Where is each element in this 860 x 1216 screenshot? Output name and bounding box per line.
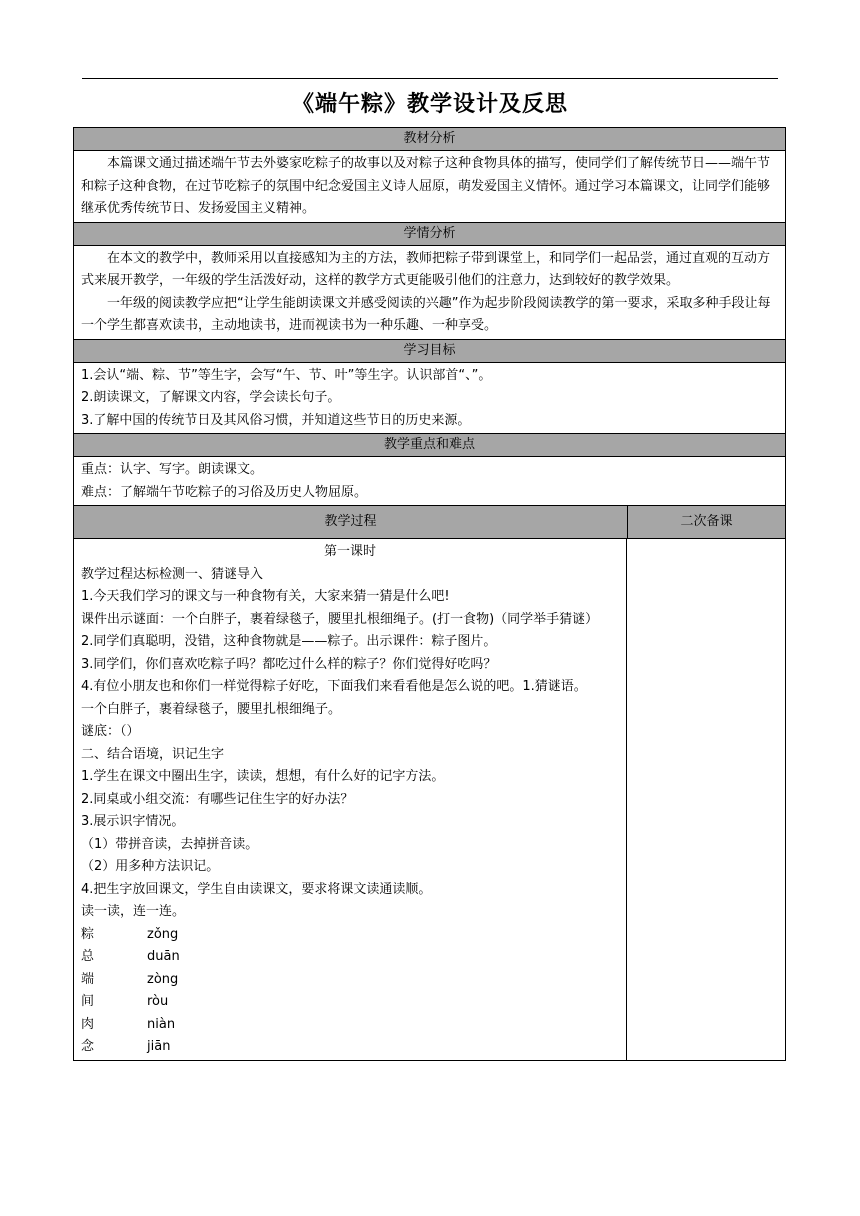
pinyin: zǒng: [147, 926, 179, 942]
pinyin: duān: [147, 949, 180, 964]
section-header-analysis: 教材分析: [74, 128, 785, 151]
section-header-goals: 学习目标: [74, 340, 785, 363]
char-pinyin-pair: [81, 924, 619, 947]
goal-item: 2.朗读课文，了解课文内容，学会读长句子。: [81, 390, 341, 405]
second-prep-header: 二次备课: [680, 514, 733, 529]
process-content: [74, 539, 627, 1060]
lesson-plan-table: [73, 127, 786, 1061]
section-body-goals: [74, 363, 785, 435]
hanzi: 间: [81, 994, 95, 1009]
keypoint-item: 难点：了解端午节吃粽子的习俗及历史人物屈原。: [81, 484, 368, 500]
process-line: 2.同学们真聪明，没错，这种食物就是——粽子。出示课件：粽子图片。: [81, 634, 497, 649]
keypoint-item: 重点：认字、写字。朗读课文。: [81, 462, 264, 477]
section-header-keypoints: 教学重点和难点: [74, 434, 785, 457]
goal-item: 3.了解中国的传统节日及其风俗习惯，并知道这些节日的历史来源。: [81, 412, 471, 428]
section-body-keypoints: [74, 457, 785, 506]
process-line: 课件出示谜面：一个白胖子，裹着绿毯子，腰里扎根细绳子。(打一食物)（同学举手猜谜）: [81, 611, 599, 627]
process-line: 3.同学们，你们喜欢吃粽子吗？都吃过什么样的粽子？你们觉得好吃吗？: [81, 656, 497, 672]
process-line: 谜底：（）: [81, 724, 140, 739]
process-line: 4.有位小朋友也和你们一样觉得粽子好吃，下面我们来看看他是怎么说的吧。1.猜谜语。: [81, 679, 587, 694]
char-pinyin-pair: [81, 1014, 619, 1037]
pinyin: jiān: [147, 1039, 171, 1054]
pinyin: ròu: [147, 994, 169, 1009]
learner-paragraph: 一年级的阅读教学应把“让学生能朗读课文并感受阅读的兴趣”作为起步阶段阅读教学的第一要求，采取多种手段让每一个学生都喜欢读书，主动地读书，进而视读书为一种乐趣、一种享受。: [81, 295, 771, 333]
analysis-text: 本篇课文通过描述端午节去外婆家吃粽子的故事以及对粽子这种食物具体的描写，使同学们了解传统节日——端午节和粽子这种食物，在过节吃粽子的氛围中纪念爱国主义诗人屈原，萌发爱国主义情怀。通过学习本篇课文，让同学们能够继承优秀传统节日、发扬爱国主义精神。: [81, 156, 771, 216]
process-header-row: [74, 506, 785, 539]
char-pinyin-pair: [81, 1036, 619, 1059]
section-body-learner: [74, 246, 785, 340]
process-line: 3.展示识字情况。: [81, 814, 185, 829]
process-line: 读一读，连一连。: [81, 904, 186, 919]
process-line: 教学过程达标检测一、猜谜导入: [81, 566, 264, 582]
second-prep-cell: [627, 539, 785, 1060]
hanzi: 总: [81, 949, 95, 964]
lesson-label: 第一课时: [323, 544, 376, 559]
process-line: 4.把生字放回课文，学生自由读课文，要求将课文读通读顺。: [81, 881, 432, 897]
process-line: 二、结合语境，识记生字: [81, 746, 225, 762]
process-line: 2.同桌或小组交流：有哪些记住生字的好办法？: [81, 791, 354, 807]
hanzi: 端: [81, 971, 95, 987]
char-pinyin-pair: [81, 991, 619, 1014]
process-row: [74, 539, 785, 1060]
header-rule: [82, 78, 778, 79]
goal-item: 1.会认“端、粽、节”等生字，会写“午、节、叶”等生字。认识部首“、”。: [81, 367, 492, 383]
process-line: 1.今天我们学习的课文与一种食物有关，大家来猜一猜是什么吧!: [81, 589, 450, 604]
pinyin: niàn: [147, 1016, 176, 1032]
document-title: 《端午粽》教学设计及反思: [291, 92, 568, 117]
hanzi: 粽: [81, 926, 95, 942]
process-line: 1.学生在课文中圈出生字，读读，想想，有什么好的记字方法。: [81, 769, 445, 784]
hanzi: 肉: [81, 1016, 95, 1032]
process-line: （1）带拼音读，去掉拼音读。: [81, 836, 259, 852]
hanzi: 念: [81, 1039, 95, 1054]
section-header-learner: 学情分析: [74, 223, 785, 246]
process-line: 一个白胖子，裹着绿毯子，腰里扎根细绳子。: [81, 701, 342, 717]
pinyin: zòng: [147, 971, 179, 987]
process-line: （2）用多种方法识记。: [81, 859, 220, 874]
char-pinyin-pair: [81, 946, 619, 969]
process-header: 教学过程: [74, 506, 628, 538]
section-body-analysis: [74, 151, 785, 223]
char-pinyin-pair: [81, 969, 619, 992]
learner-paragraph: 在本文的教学中，教师采用以直接感知为主的方法，教师把粽子带到课堂上，和同学们一起品尝，通过直观的互动方式来展开教学，一年级的学生活泼好动，这样的教学方式更能吸引他们的注意力，达到较好的教学效果。: [81, 250, 771, 288]
